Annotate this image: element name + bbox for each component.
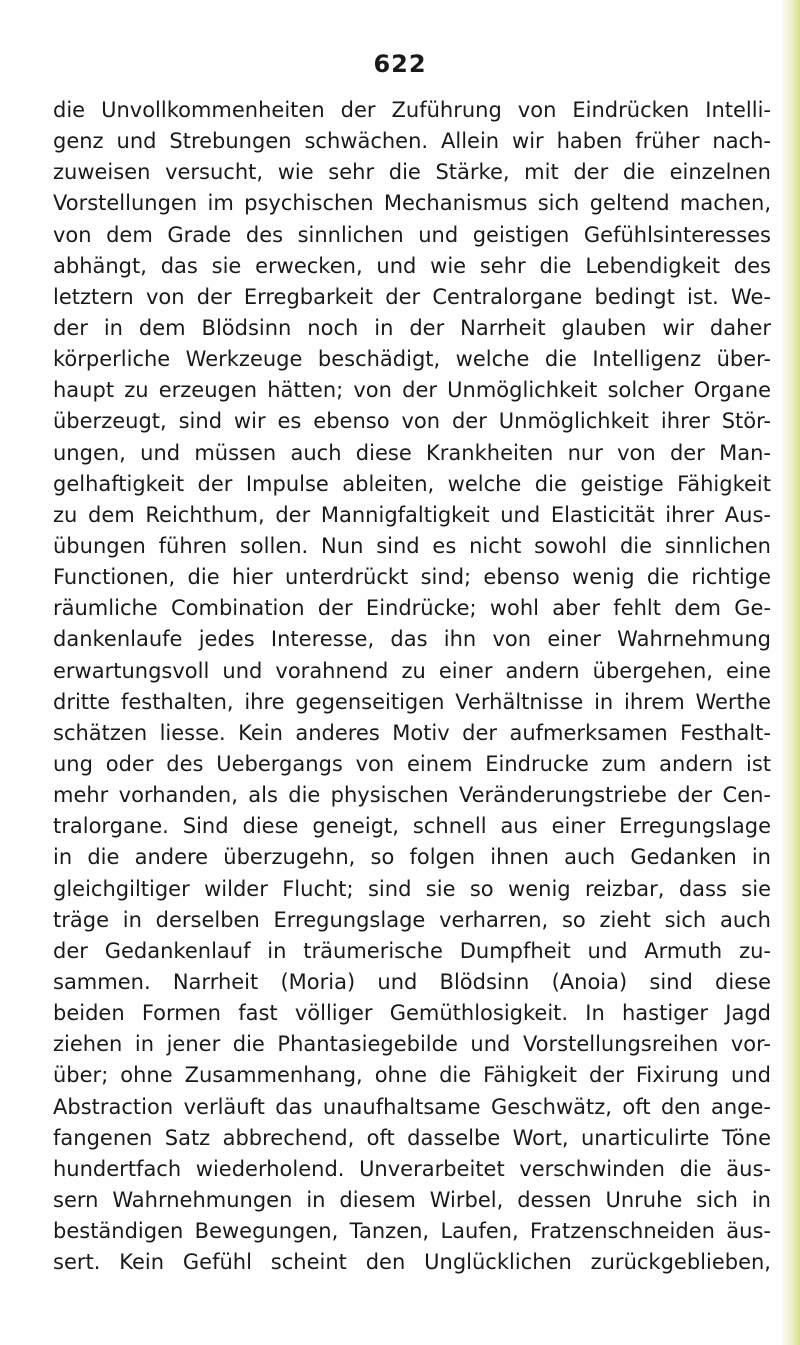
text-line: der in dem Blödsinn noch in der Narrheit glauben wir daher bbox=[53, 315, 771, 340]
text-line: dankenlaufe jedes Interesse, das ihn von einer Wahrnehmung bbox=[53, 627, 771, 652]
text-line: zuweisen versucht, wie sehr die Stärke, mit der die einzelnen bbox=[53, 160, 771, 185]
page-edge-shadow bbox=[782, 0, 800, 1345]
text-line: ung oder des Uebergangs von einem Eindrucke zum andern ist bbox=[53, 751, 771, 776]
text-line: über; ohne Zusammenhang, ohne die Fähigkeit der Fixirung und bbox=[53, 1063, 771, 1088]
text-line: träge in derselben Erregungslage verharren, so zieht sich auch bbox=[53, 907, 771, 932]
text-line: Functionen, die hier unterdrückt sind; ebenso wenig die richtige bbox=[53, 565, 771, 590]
text-line: der Gedankenlauf in träumerische Dumpfheit und Armuth zu- bbox=[53, 938, 771, 963]
text-line: körperliche Werkzeuge beschädigt, welche die Intelligenz über- bbox=[53, 347, 771, 372]
text-line: von dem Grade des sinnlichen und geistigen Gefühlsinteresses bbox=[53, 222, 771, 247]
text-line: Vorstellungen im psychischen Mechanismus sich geltend machen, bbox=[53, 191, 771, 216]
text-line: genz und Strebungen schwächen. Allein wir haben früher nach- bbox=[53, 129, 771, 154]
text-line: überzeugt, sind wir es ebenso von der Unmöglichkeit ihrer Stör- bbox=[53, 409, 771, 434]
text-line: letztern von der Erregbarkeit der Centralorgane bedingt ist. We- bbox=[53, 284, 771, 309]
text-line: beständigen Bewegungen, Tanzen, Laufen, Fratzenschneiden äus- bbox=[53, 1219, 771, 1244]
text-line: beiden Formen fast völliger Gemüthlosigkeit. In hastiger Jagd bbox=[53, 1001, 771, 1026]
text-line: mehr vorhanden, als die physischen Veränderungstriebe der Cen- bbox=[53, 783, 771, 808]
text-line: ungen, und müssen auch diese Krankheiten nur von der Man- bbox=[53, 440, 771, 465]
text-line: sert. Kein Gefühl scheint den Unglücklichen zurückgeblieben, bbox=[53, 1250, 771, 1275]
text-line: dritte festhalten, ihre gegenseitigen Verhältnisse in ihrem Werthe bbox=[53, 689, 771, 714]
page-number: 622 bbox=[373, 50, 427, 78]
text-line: zu dem Reichthum, der Mannigfaltigkeit und Elasticität ihrer Aus- bbox=[53, 502, 771, 527]
text-line: gleichgiltiger wilder Flucht; sind sie so wenig reizbar, dass sie bbox=[53, 876, 771, 901]
text-line: die Unvollkommenheiten der Zuführung von Eindrücken Intelli- bbox=[53, 98, 771, 122]
text-line: haupt zu erzeugen hätten; von der Unmöglichkeit solcher Organe bbox=[53, 378, 771, 403]
text-line: sern Wahrnehmungen in diesem Wirbel, dessen Unruhe sich in bbox=[53, 1187, 771, 1212]
text-line: sammen. Narrheit (Moria) und Blödsinn (Anoia) sind diese bbox=[53, 969, 771, 994]
text-line: tralorgane. Sind diese geneigt, schnell aus einer Erregungslage bbox=[53, 814, 771, 839]
text-line: Abstraction verläuft das unaufhaltsame Geschwätz, oft den ange- bbox=[53, 1094, 771, 1119]
text-line: ziehen in jener die Phantasiegebilde und Vorstellungsreihen vor- bbox=[53, 1032, 771, 1057]
text-line: gelhaftigkeit der Impulse ableiten, welche die geistige Fähigkeit bbox=[53, 471, 771, 496]
text-line: fangenen Satz abbrechend, oft dasselbe Wort, unarticulirte Töne bbox=[53, 1125, 771, 1150]
text-line: abhängt, das sie erwecken, und wie sehr die Lebendigkeit des bbox=[53, 253, 771, 278]
text-line: hundertfach wiederholend. Unverarbeitet verschwinden die äus- bbox=[53, 1156, 771, 1181]
text-line: in die andere überzugehn, so folgen ihnen auch Gedanken in bbox=[53, 845, 771, 870]
body-text bbox=[53, 95, 771, 1278]
text-line: erwartungsvoll und vorahnend zu einer andern übergehen, eine bbox=[53, 658, 771, 683]
text-line: schätzen liesse. Kein anderes Motiv der aufmerksamen Festhalt- bbox=[53, 720, 771, 745]
text-line: räumliche Combination der Eindrücke; wohl aber fehlt dem Ge- bbox=[53, 596, 771, 621]
text-line: übungen führen sollen. Nun sind es nicht sowohl die sinnlichen bbox=[53, 533, 771, 558]
